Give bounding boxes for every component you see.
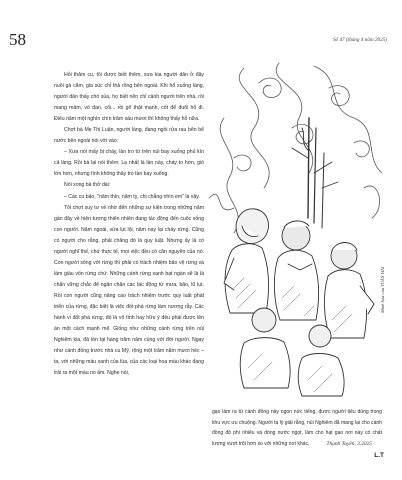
burning-trees (292, 118, 338, 228)
story-paragraph: Nói xong bà thở dài: (64, 182, 111, 189)
issue-label: Số 47 (tháng 4 năm 2025) (332, 37, 387, 43)
smoke-swirls (209, 63, 382, 233)
story-paragraph: Chợt bà Mẹ Thị Luận, người làng, đang ngồi rửa rau bên bể nước bên ngoài nói với vào: (54, 127, 204, 145)
figure-man-center (274, 221, 318, 320)
figure-woman (224, 209, 269, 313)
story-column-left (54, 70, 204, 379)
illustration-credit: Minh họa của TUẤN HẢI (380, 266, 385, 313)
author-mark: L.T (374, 452, 384, 459)
story-paragraph: Hỏi thăm cu, tôi được biết thêm, xưa kia người dân ở đây nuôi gà cẩm, gia súc chỉ thả rông bên ngoài. Khi hổ xuống làng, người dân thấy chó sủa, họ biết nên chỉ cảnh người trên nhà, rồi mang mâm, vó đan, cối... rồi gõ thật mạnh, cốt để đuổi hổ đi. Điều năm một nghìn chín trăm sáu mươi thì không thấy hổ nữa. (54, 72, 204, 123)
story-paragraph: – Xưa nói mấy bị cháy, làn tro từ trên núi bay xuống phủ kín cả làng. Rồi bà lại nói thêm: Lạ nhất là lần này, cháy to hơn, gió lớn hơn, nhưng tình không thấy tro tàn bay xuống. (54, 149, 204, 178)
forest-fire-illustration (204, 58, 390, 410)
author-place-date: Thạnh Tuyền, 3.2025 (326, 441, 372, 447)
story-paragraph: – Các cu bảo, "năm thìn, năm tỵ, chị chẳng nhìn em" là vậy. (64, 193, 200, 200)
story-paragraph: Tôi chợt suy tư về nhờ đến những sự kiện trong những năm gần đây về hiện tượng thiên nhiên đang tác động đến cuộc sống con người. Năm ngoái, vừa lụt lội, năm nay lại cháy rừng. Cũng có người cho rằng, phải chăng đó là quy luật. Nhưng ấy là có người nghĩ thế, chứ thực tế, mọi việc đều có căn nguyên của nó. Con người sống với rừng thì phải có trách nhiệm bảo vệ rừng và làm giàu vốn rừng chứ. Những cánh rừng xanh bạt ngàn sẽ là lá chắn vững chắc để ngăn chặn các tác động từ mưa, bão, lũ lụt. Rồi con người cũng nâng cao trách nhiệm trước quy luật phát triển của rừng, đặc biệt là việc đốt phá rừng làm nương rẫy. Các hành vi đốt phá rừng, đó là vô tình hay hữu ý đều phải được lên án một cách mạnh mẽ. Giống như những cánh rừng trên núi Nghiêm kia, đã tồn tại hàng trăm năm cùng với đời người. Ngay như cánh đồng trước nhà cu Mỹ, rộng một trăm năm mươi héc – ta, với những màu xanh của lúa, của các loại hoa màu khác đang trải ra một màu no ấm. Nghe nói, (54, 204, 204, 377)
story-continuation: gạo làm ra từ cánh đồng này ngon nức tiếng, được người tiêu dùng trong khu vực ưu chuộng. Người ta lý giải rằng, núi Nghiêm đã mang lại cho cánh đồng độ phì nhiêu và dòng nước ngọt, làm cho hạt gạo nơi này có chất lượng vượt trội hơn so với những nơi khác. (212, 409, 382, 447)
page-number: 58 (9, 30, 26, 49)
figure-man-right (324, 243, 374, 339)
